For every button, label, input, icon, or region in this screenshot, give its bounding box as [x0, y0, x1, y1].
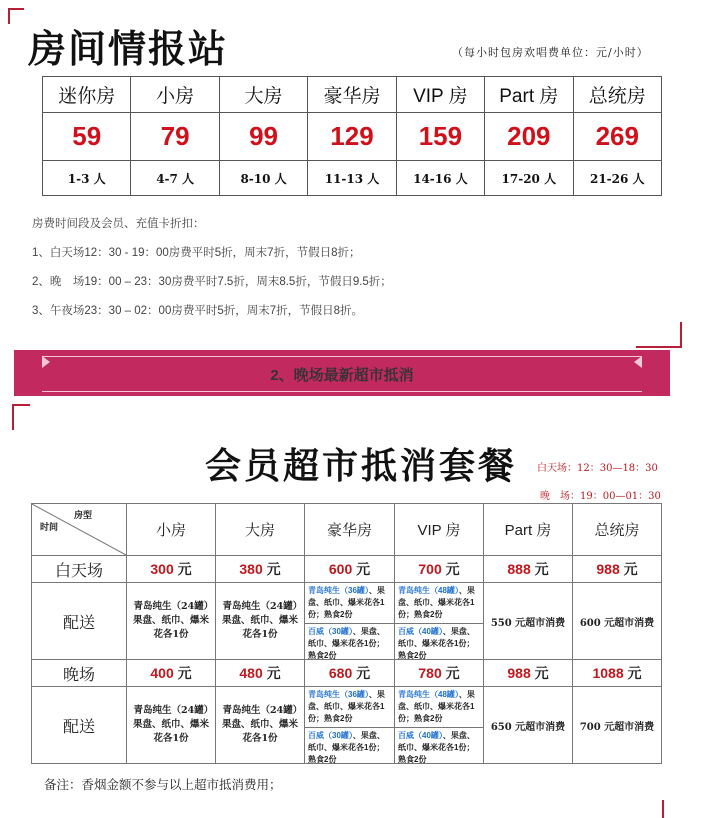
gift-beer: 青岛纯生（48罐） — [398, 690, 459, 699]
price-unit: 元 — [445, 665, 460, 681]
room-header: 豪华房 — [305, 504, 395, 556]
room-capacity: 14-16 人 — [396, 161, 484, 196]
gift-beer: 百威（40罐） — [398, 731, 443, 740]
gift-option — [395, 583, 483, 624]
room-price-table — [42, 76, 662, 196]
gift-options — [395, 583, 483, 659]
gift-cell — [395, 583, 484, 660]
discount-line: 2、晚 场19：00 – 23：30房费平时7.5折，周末8.5折，节假日9.5折； — [32, 276, 392, 288]
gift-option — [305, 583, 394, 624]
price-value: 680 — [328, 665, 353, 681]
gift-extras: 、果盘、纸巾、爆米花各1份；熟食2份 — [308, 627, 385, 660]
gift-supermarket-credit: 650 元超市消费 — [484, 687, 573, 764]
gift-option — [305, 624, 394, 664]
price-cell — [216, 556, 305, 583]
header-room-type: 房型 — [73, 510, 92, 520]
price-cell — [573, 556, 662, 583]
room-price: 129 — [308, 113, 396, 161]
discount-line: 3、午夜场23：30 – 02：00房费平时5折，周末7折，节假日8折。 — [32, 305, 364, 317]
price-cell — [127, 556, 216, 583]
room-header: Part 房 — [484, 504, 573, 556]
gift-extras: 、果盘、纸巾、爆米花各1份；熟食2份 — [308, 586, 385, 619]
room-header: 大房 — [216, 504, 305, 556]
discount-title: 房费时间段及会员、充值卡折扣： — [32, 218, 205, 230]
price-unit: 元 — [623, 561, 638, 577]
gift-label: 配送 — [32, 687, 127, 764]
gift-cell — [216, 687, 305, 764]
price-cell — [484, 556, 573, 583]
section-banner — [14, 350, 670, 396]
gift-supermarket-credit: 550 元超市消费 — [484, 583, 573, 660]
header-time: 时间 — [40, 522, 59, 532]
gift-beer: 百威（30罐） — [308, 627, 353, 636]
gift-extras: 、果盘、纸巾、爆米花各1份；熟食2份 — [398, 586, 475, 619]
gift-text: 青岛纯生（24罐）果盘、纸巾、爆米花各1份 — [133, 601, 210, 640]
package-title: 会员超市抵消套餐 — [205, 445, 518, 487]
room-capacity: 11-13 人 — [308, 161, 396, 196]
price-value: 600 — [328, 561, 353, 577]
price-unit: 元 — [534, 665, 549, 681]
day-session-label: 白天场 — [32, 556, 127, 583]
night-session-label: 晚场 — [32, 660, 127, 687]
gift-text: 青岛纯生（24罐）果盘、纸巾、爆米花各1份 — [222, 705, 299, 744]
gift-beer: 青岛纯生（48罐） — [398, 586, 459, 595]
price-unit: 元 — [627, 665, 642, 681]
gift-text: 青岛纯生（24罐）果盘、纸巾、爆米花各1份 — [222, 601, 299, 640]
gift-options — [395, 687, 483, 763]
gift-cell — [305, 687, 395, 764]
room-name: 小房 — [131, 77, 219, 113]
room-header: 总统房 — [573, 504, 662, 556]
gift-options — [305, 583, 394, 659]
corner-decoration-middle-left — [12, 404, 30, 430]
corner-decoration-bottom — [662, 800, 664, 818]
discount-line: 1、白天场12：30 - 19：00房费平时5折，周末7折，节假日8折； — [32, 247, 361, 259]
price-unit: 元 — [266, 561, 281, 577]
price-unit: 元 — [445, 561, 460, 577]
price-value: 780 — [418, 665, 442, 681]
gift-beer: 百威（30罐） — [308, 731, 353, 740]
price-cell — [395, 556, 484, 583]
room-name: 豪华房 — [308, 77, 396, 113]
gift-supermarket-credit: 600 元超市消费 — [573, 583, 662, 660]
corner-decoration-top-left — [8, 8, 24, 24]
price-cell — [127, 660, 216, 687]
price-value: 400 — [150, 665, 174, 681]
gift-extras: 、果盘、纸巾、爆米花各1份；熟食2份 — [398, 731, 475, 764]
price-value: 380 — [239, 561, 263, 577]
price-cell — [216, 660, 305, 687]
gift-beer: 百威（40罐） — [398, 627, 443, 636]
gift-label: 配送 — [32, 583, 127, 660]
gift-beer: 青岛纯生（36罐） — [308, 586, 369, 595]
price-unit: 元 — [266, 665, 281, 681]
room-price: 269 — [573, 113, 661, 161]
banner-title: 2、晚场最新超市抵消 — [270, 367, 414, 384]
gift-text: 青岛纯生（24罐）果盘、纸巾、爆米花各1份 — [133, 705, 210, 744]
price-cell — [305, 556, 395, 583]
room-name: 迷你房 — [43, 77, 131, 113]
gift-cell — [395, 687, 484, 764]
header-diagonal-cell — [32, 504, 127, 556]
day-session-time: 白天场：12：30—18：30 — [537, 463, 658, 474]
price-value: 700 — [418, 561, 442, 577]
room-name: Part 房 — [485, 77, 573, 113]
room-price: 59 — [43, 113, 131, 161]
price-value: 988 — [507, 665, 531, 681]
gift-option — [395, 687, 483, 728]
price-cell — [484, 660, 573, 687]
gift-extras: 、果盘、纸巾、爆米花各1份；熟食2份 — [398, 627, 475, 660]
room-capacity: 21-26 人 — [573, 161, 661, 196]
price-value: 1088 — [592, 665, 624, 681]
room-capacity: 17-20 人 — [485, 161, 573, 196]
gift-option — [395, 728, 483, 768]
price-value: 988 — [596, 561, 620, 577]
room-header: 小房 — [127, 504, 216, 556]
room-price: 99 — [219, 113, 307, 161]
price-unit: 元 — [534, 561, 549, 577]
price-unit: 元 — [356, 665, 371, 681]
gift-cell — [127, 583, 216, 660]
gift-supermarket-credit: 700 元超市消费 — [573, 687, 662, 764]
gift-extras: 、果盘、纸巾、爆米花各1份；熟食2份 — [308, 690, 385, 723]
gift-extras: 、果盘、纸巾、爆米花各1份；熟食2份 — [398, 690, 475, 723]
supermarket-package-table — [31, 503, 662, 764]
room-capacity: 4-7 人 — [131, 161, 219, 196]
price-value: 300 — [150, 561, 174, 577]
gift-option — [305, 728, 394, 768]
room-price: 209 — [485, 113, 573, 161]
remark-note: 备注：香烟金额不参与以上超市抵消费用； — [44, 778, 282, 792]
price-unit: 元 — [177, 561, 192, 577]
gift-option — [305, 687, 394, 728]
price-cell — [573, 660, 662, 687]
room-price: 79 — [131, 113, 219, 161]
unit-note: （每小时包房欢唱费单位：元/小时） — [452, 46, 649, 59]
gift-options — [305, 687, 394, 763]
gift-extras: 、果盘、纸巾、爆米花各1份；熟食2份 — [308, 731, 385, 764]
room-capacity: 8-10 人 — [219, 161, 307, 196]
room-name: 大房 — [219, 77, 307, 113]
price-unit: 元 — [356, 561, 371, 577]
price-unit: 元 — [177, 665, 192, 681]
room-price: 159 — [396, 113, 484, 161]
gift-beer: 青岛纯生（36罐） — [308, 690, 369, 699]
gift-option — [395, 624, 483, 664]
gift-cell — [127, 687, 216, 764]
room-name: VIP 房 — [396, 77, 484, 113]
gift-cell — [305, 583, 395, 660]
price-value: 480 — [239, 665, 263, 681]
gift-cell — [216, 583, 305, 660]
night-session-time: 晚 场：19：00—01：30 — [540, 491, 661, 502]
room-header: VIP 房 — [395, 504, 484, 556]
room-capacity: 1-3 人 — [43, 161, 131, 196]
room-info-title: 房间情报站 — [28, 26, 229, 71]
room-name: 总统房 — [573, 77, 661, 113]
price-value: 888 — [507, 561, 531, 577]
corner-decoration-middle-right — [636, 322, 682, 348]
